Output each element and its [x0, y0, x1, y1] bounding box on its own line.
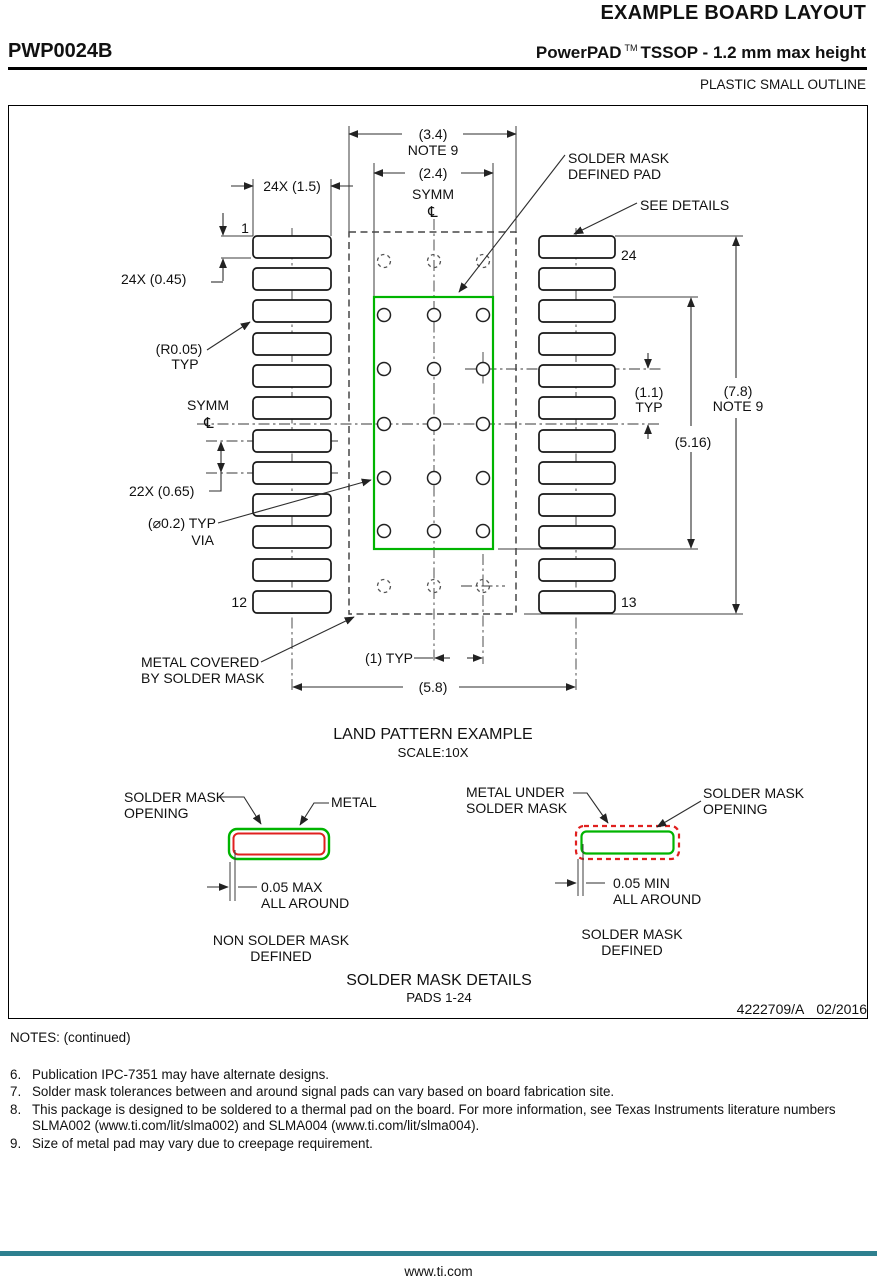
trademark-mark: TM	[624, 43, 638, 54]
package-desc: TSSOP - 1.2 mm max height	[640, 43, 866, 62]
via-label-2: VIA	[191, 532, 214, 548]
revision-number: 4222709/A	[736, 1001, 805, 1017]
dim-7-8-label-2: NOTE 9	[712, 398, 764, 414]
nsmd-dim-label-1: 0.05 MAX	[261, 879, 323, 895]
note-item	[10, 1102, 869, 1135]
smd-solder-mask-opening	[582, 832, 674, 854]
pin-24-label: 24	[621, 247, 637, 263]
smd-pad-label-1: SOLDER MASK	[568, 150, 670, 166]
revision-stamp	[737, 1001, 867, 1017]
outline-type: PLASTIC SMALL OUTLINE	[699, 77, 866, 92]
metal-covered-label-2: BY SOLDER MASK	[141, 670, 265, 686]
note-number: 8.	[10, 1101, 22, 1117]
note-number: 9.	[10, 1135, 22, 1151]
smd-dim-label-2: ALL AROUND	[613, 891, 702, 907]
details-subtitle: PADS 1-24	[406, 990, 472, 1005]
revision-date: 02/2016	[816, 1001, 867, 1017]
pin-1-label: 1	[241, 220, 249, 236]
footer-url[interactable]: www.ti.com	[404, 1264, 473, 1279]
notes-section	[10, 1030, 869, 1153]
land-pattern-drawing	[9, 106, 867, 1018]
package-title	[536, 43, 866, 63]
dim-5-16-label: (5.16)	[674, 434, 712, 450]
nsmd-metal-label: METAL	[331, 794, 377, 810]
dim-1-1-label-2: TYP	[635, 399, 663, 415]
radius-label-1: (R0.05)	[155, 341, 203, 357]
dim-3-4-note: NOTE 9	[407, 142, 459, 158]
symm-top-label: SYMM	[412, 186, 454, 202]
figure-scale: SCALE:10X	[397, 745, 469, 760]
package-family: PowerPAD	[535, 43, 622, 62]
note-item	[10, 1067, 869, 1084]
smd-detail	[466, 784, 805, 958]
smd-dim-label-1: 0.05 MIN	[613, 875, 670, 891]
note-item	[10, 1084, 869, 1101]
smd-opening-label-1: SOLDER MASK	[703, 785, 805, 801]
nsmd-opening-label-2: OPENING	[124, 805, 189, 821]
nsmd-detail	[124, 789, 377, 964]
pin-13-label: 13	[621, 594, 637, 610]
smd-metal-label-2: SOLDER MASK	[466, 800, 568, 816]
smd-metal-label-1: METAL UNDER	[466, 784, 565, 800]
note-number: 6.	[10, 1066, 22, 1082]
nsmd-caption-2: DEFINED	[250, 948, 312, 964]
thermal-vias	[378, 309, 490, 538]
smd-caption-1: SOLDER MASK	[581, 926, 683, 942]
nsmd-dim-label-2: ALL AROUND	[261, 895, 350, 911]
centerline-symbol-left: ℄	[204, 414, 214, 432]
dim-5-8-label: (5.8)	[418, 679, 448, 695]
nsmd-metal-pad	[234, 834, 325, 855]
footer-divider	[0, 1251, 877, 1256]
note-text: Publication IPC-7351 may have alternate designs.	[32, 1066, 330, 1082]
smd-caption-2: DEFINED	[601, 942, 663, 958]
dim-7-8-label-1: (7.8)	[723, 383, 753, 399]
header-divider	[8, 67, 867, 70]
smd-opening-label-2: OPENING	[703, 801, 768, 817]
symm-left-label: SYMM	[187, 397, 229, 413]
dim-3-4-label: (3.4)	[418, 126, 448, 142]
dim-1-1-label-1: (1.1)	[634, 384, 664, 400]
note-text: Size of metal pad may vary due to creepage requirement.	[32, 1135, 373, 1151]
note-number: 7.	[10, 1084, 22, 1099]
dim-pitch-label: 22X (0.65)	[129, 483, 195, 499]
nsmd-opening-label-1: SOLDER MASK	[124, 789, 226, 805]
dim-2-4-label: (2.4)	[418, 165, 448, 181]
nsmd-caption-1: NON SOLDER MASK	[212, 932, 350, 948]
drawing-frame	[8, 105, 868, 1019]
see-details-label: SEE DETAILS	[640, 197, 730, 213]
pin-12-label: 12	[231, 594, 247, 610]
details-title: SOLDER MASK DETAILS	[346, 972, 532, 989]
note-item	[10, 1136, 869, 1153]
smd-pad-label-2: DEFINED PAD	[568, 166, 662, 182]
radius-label-2: TYP	[171, 356, 199, 372]
centerline-symbol-top: ℄	[428, 203, 438, 221]
dim-1-typ-label: (1) TYP	[365, 650, 413, 666]
dim-pad-width-label: 24X (0.45)	[121, 271, 187, 287]
part-number: PWP0024B	[8, 40, 113, 62]
via-label-1: (⌀0.2) TYP	[147, 515, 216, 531]
page-title: EXAMPLE BOARD LAYOUT	[600, 2, 866, 24]
figure-title: LAND PATTERN EXAMPLE	[333, 726, 533, 743]
dim-pad-length-label: 24X (1.5)	[263, 178, 321, 194]
metal-covered-label-1: METAL COVERED	[141, 654, 260, 670]
notes-heading: NOTES: (continued)	[10, 1030, 131, 1045]
note-text: Solder mask tolerances between and around signal pads can vary based on board fabrication site.	[32, 1084, 615, 1099]
note-text: This package is designed to be soldered to a thermal pad on the board. For more information, see Texas Instruments literature numbers SLMA002 (www.ti.com/lit/slma002) and SLMA004 (www.ti.com/lit/slma004).	[32, 1101, 836, 1133]
signal-pads-right	[539, 236, 615, 613]
